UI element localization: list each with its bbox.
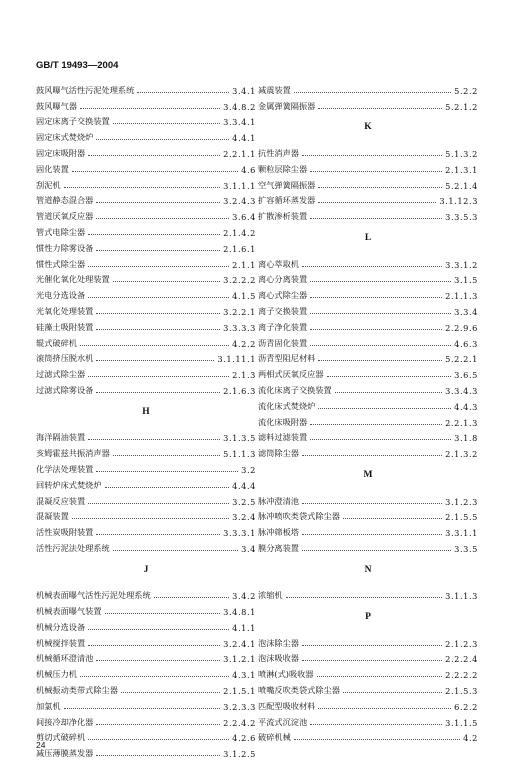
index-entry [258, 491, 478, 507]
dot-leader [327, 376, 452, 377]
index-entry [36, 743, 256, 759]
clause-reference: 3.2.4.1 [223, 638, 256, 649]
index-entry [258, 270, 478, 286]
dot-leader [88, 297, 229, 298]
clause-reference: 3.4.1 [232, 85, 256, 96]
index-term: 浓缩机 [258, 590, 283, 601]
clause-reference: 3.2.2.1 [223, 306, 256, 317]
clause-reference: 3.4 [241, 543, 256, 554]
section-letter: M [363, 469, 373, 480]
dot-leader [96, 724, 220, 725]
clause-reference: 3.3.5.3 [445, 212, 478, 223]
index-entry [258, 696, 478, 712]
clause-reference: 3.3.1.1 [445, 528, 478, 539]
index-entry [258, 712, 478, 728]
clause-reference: 5.2.1.4 [445, 180, 478, 191]
dot-leader [310, 171, 442, 172]
clause-reference: 2.2.2.4 [445, 654, 478, 665]
dot-leader [318, 108, 442, 109]
index-term: 机械搅拌装置 [36, 637, 86, 648]
dot-leader [113, 281, 220, 282]
clause-reference: 4.1.1 [232, 622, 256, 633]
dot-leader [88, 503, 229, 504]
clause-reference: 3.1.3.5 [223, 433, 256, 444]
clause-reference: 2.1.6.3 [223, 385, 256, 396]
index-entry [36, 364, 256, 380]
clause-reference: 3.4.8.2 [223, 101, 256, 112]
clause-reference: 3.2.5 [232, 496, 256, 507]
clause-reference: 2.1.1.3 [445, 291, 478, 302]
dot-leader [113, 550, 238, 551]
index-term: 匹配型吸收材料 [258, 700, 316, 711]
index-entry [36, 507, 256, 523]
dot-leader [343, 518, 442, 519]
index-entry [36, 475, 256, 491]
clause-reference: 5.1.1.3 [223, 449, 256, 460]
dot-leader [96, 250, 220, 251]
clause-reference: 2.1.3.2 [445, 449, 478, 460]
index-term: 硅藻土吸附装置 [36, 321, 94, 332]
index-entry [36, 238, 256, 254]
clause-reference: 4.2.6 [232, 733, 256, 744]
index-entry [36, 712, 256, 728]
index-entry [36, 285, 256, 301]
index-entry [36, 159, 256, 175]
index-entry [258, 317, 478, 333]
index-term: 刮泥机 [36, 179, 61, 190]
clause-reference: 3.1.12.3 [439, 196, 478, 207]
index-term: 两相式厌氧反应器 [258, 369, 324, 380]
dot-leader [88, 739, 229, 740]
index-term: 机械表面曝气装置 [36, 606, 102, 617]
index-entry [36, 254, 256, 270]
dot-leader [302, 550, 451, 551]
index-term: 管道厌氧反应器 [36, 211, 94, 222]
clause-reference: 3.1.2.1 [223, 654, 256, 665]
dot-leader [96, 755, 220, 756]
index-term: 脉冲澄清池 [258, 495, 299, 506]
clause-reference: 3.1.1.5 [445, 717, 478, 728]
clause-reference: 4.1.5 [232, 291, 256, 302]
clause-reference: 3.3.3.1 [223, 528, 256, 539]
clause-reference: 4.2 [463, 733, 478, 744]
clause-reference: 4.6.3 [454, 338, 478, 349]
index-entry [258, 143, 478, 159]
index-term: 金属弹簧隔振器 [258, 100, 316, 111]
dot-leader [113, 123, 220, 124]
dot-leader [96, 471, 238, 472]
index-entry [36, 728, 256, 744]
index-term: 离心分离装置 [258, 274, 308, 285]
dot-leader [318, 360, 442, 361]
index-entry [258, 538, 478, 554]
index-term: 离子交换装置 [258, 305, 308, 316]
dot-leader [318, 708, 451, 709]
index-entry [258, 80, 478, 96]
index-entry [258, 649, 478, 665]
clause-reference: 3.2.4 [232, 512, 256, 523]
clause-reference: 4.6 [241, 164, 256, 175]
clause-reference: 5.1.3.2 [445, 148, 478, 159]
index-entry [258, 428, 478, 444]
dot-leader [310, 724, 442, 725]
dot-leader [318, 408, 451, 409]
dot-leader [310, 424, 442, 425]
dot-leader [317, 676, 443, 677]
index-entry [36, 175, 256, 191]
index-entry [258, 349, 478, 365]
page-number: 24 [36, 740, 46, 750]
dot-leader [310, 297, 442, 298]
standard-number: GB/T 19493—2004 [36, 60, 119, 71]
index-entry [36, 649, 256, 665]
index-term: 过滤式除尘器 [36, 369, 86, 380]
index-entry [36, 127, 256, 143]
dot-leader [294, 92, 451, 93]
clause-reference: 2.2.1.1 [223, 148, 256, 159]
clause-reference: 2.2.2.2 [445, 670, 478, 681]
dot-leader [96, 534, 220, 535]
section-letter: K [364, 122, 372, 133]
index-entry [258, 285, 478, 301]
dot-leader [310, 218, 442, 219]
dot-leader [302, 660, 442, 661]
clause-reference: 3.1.1.3 [445, 591, 478, 602]
dot-leader [64, 187, 221, 188]
index-term: 膜分离装置 [258, 542, 299, 553]
section-letter: J [143, 564, 149, 575]
index-term: 光氧化处理装置 [36, 305, 94, 316]
index-entry [258, 633, 478, 649]
index-entry [36, 522, 256, 538]
index-term: 脉冲喷吹类袋式除尘器 [258, 511, 340, 522]
dot-leader [105, 613, 221, 614]
dot-leader [335, 392, 442, 393]
clause-reference: 3.2.4.3 [223, 196, 256, 207]
dot-leader [88, 439, 220, 440]
index-entry [36, 206, 256, 222]
index-term: 滚筒挤压脱水机 [36, 353, 94, 364]
clause-reference: 2.1.5.5 [445, 512, 478, 523]
dot-leader [302, 503, 442, 504]
index-entry [258, 507, 478, 523]
clause-reference: 2.1.1 [232, 259, 256, 270]
clause-reference: 6.2.2 [454, 701, 478, 712]
clause-reference: 4.3.1 [232, 670, 256, 681]
index-term: 机械分选设备 [36, 621, 86, 632]
index-term: 固定床吸附器 [36, 147, 86, 158]
clause-reference: 3.3.5 [454, 543, 478, 554]
index-term: 平流式沉淀池 [258, 716, 308, 727]
index-term: 鼓风曝气器 [36, 100, 77, 111]
index-term: 加氯机 [36, 700, 61, 711]
clause-reference: 3.4.2 [232, 591, 256, 602]
dot-leader [64, 708, 221, 709]
index-term: 固化装置 [36, 163, 69, 174]
index-entry [258, 206, 478, 222]
dot-leader [72, 518, 229, 519]
index-term: 固定床离子交换装置 [36, 116, 110, 127]
index-term: 光电分选设备 [36, 290, 86, 301]
index-entry [36, 317, 256, 333]
index-entry [258, 380, 478, 396]
dot-leader [302, 455, 442, 456]
index-entry [258, 191, 478, 207]
index-term: 流化床吸附器 [258, 416, 308, 427]
clause-reference: 2.1.3 [232, 370, 256, 381]
index-term: 滤料过滤装置 [258, 432, 308, 443]
index-term: 间接冷却净化器 [36, 716, 94, 727]
dot-leader [88, 266, 229, 267]
index-term: 脉冲筛板塔 [258, 527, 299, 538]
index-term: 扩散渗析装置 [258, 211, 308, 222]
dot-leader [310, 439, 451, 440]
dot-leader [88, 629, 229, 630]
index-entry [258, 96, 478, 112]
clause-reference: 3.6.5 [454, 370, 478, 381]
index-term: 管式电除尘器 [36, 226, 86, 237]
section-letter: P [365, 612, 371, 623]
dot-leader [96, 360, 214, 361]
dot-leader [88, 234, 220, 235]
clause-reference: 3.6.4 [232, 212, 256, 223]
index-term: 光催化氧化处理装置 [36, 274, 110, 285]
clause-reference: 3.3.1.2 [445, 259, 478, 270]
index-entry [258, 175, 478, 191]
index-entry [36, 143, 256, 159]
index-entry [258, 301, 478, 317]
dot-leader [80, 676, 229, 677]
dot-leader [318, 187, 442, 188]
index-term: 机械表面曝气活性污泥处理系统 [36, 590, 151, 601]
index-entry [258, 364, 478, 380]
index-entry [258, 728, 478, 744]
clause-reference: 2.1.5.1 [223, 686, 256, 697]
dot-leader [88, 155, 220, 156]
index-term: 机械循环澄清池 [36, 653, 94, 664]
clause-reference: 2.2.1.3 [445, 417, 478, 428]
clause-reference: 3.2 [241, 464, 256, 475]
dot-leader [96, 202, 220, 203]
index-entry [36, 112, 256, 128]
index-term: 鼓风曝气活性污泥处理系统 [36, 84, 135, 95]
index-entry [36, 459, 256, 475]
index-entry [36, 349, 256, 365]
clause-reference: 3.3.4.1 [223, 117, 256, 128]
index-term: 惯性式除尘器 [36, 258, 86, 269]
dot-leader [113, 455, 220, 456]
index-entry [36, 270, 256, 286]
clause-reference: 4.4.1 [232, 133, 256, 144]
index-entry [258, 443, 478, 459]
dot-leader [80, 345, 229, 346]
clause-reference: 2.1.3.1 [445, 164, 478, 175]
index-entry [36, 80, 256, 96]
index-term: 滤筒除尘器 [258, 448, 299, 459]
index-entry [258, 680, 478, 696]
index-term: 海洋隔油装置 [36, 432, 86, 443]
clause-reference: 3.3.4.3 [445, 385, 478, 396]
dot-leader [88, 376, 229, 377]
index-term: 泡沫除尘器 [258, 637, 299, 648]
clause-reference: 5.2.1.2 [445, 101, 478, 112]
index-term: 颗粒层除尘器 [258, 163, 308, 174]
index-entry [36, 696, 256, 712]
index-entry [36, 222, 256, 238]
index-term: 活性污泥法处理系统 [36, 542, 110, 553]
dot-leader [96, 139, 229, 140]
dot-leader [286, 597, 443, 598]
dot-leader [80, 108, 220, 109]
dot-leader [318, 202, 436, 203]
index-term: 减震装置 [258, 84, 291, 95]
dot-leader [96, 329, 220, 330]
index-term: 机械振动类带式除尘器 [36, 685, 118, 696]
index-term: 管道静态混合器 [36, 195, 94, 206]
clause-reference: 5.2.2.1 [445, 354, 478, 365]
dot-leader [302, 266, 442, 267]
index-term: 泡沫吸收器 [258, 653, 299, 664]
index-entry [36, 333, 256, 349]
index-term: 混凝反应装置 [36, 495, 86, 506]
index-term: 过滤式除雾设备 [36, 384, 94, 395]
index-term: 扩容循环蒸发器 [258, 195, 316, 206]
dot-leader [96, 392, 220, 393]
index-entry [258, 159, 478, 175]
clause-reference: 3.2.2.2 [223, 275, 256, 286]
index-entry [258, 522, 478, 538]
dot-leader [121, 692, 220, 693]
index-term: 机械压力机 [36, 669, 77, 680]
dot-leader [154, 597, 230, 598]
index-term: 回转炉床式焚烧炉 [36, 479, 102, 490]
clause-reference: 2.2.9.6 [445, 322, 478, 333]
index-term: 活性炭吸附装置 [36, 527, 94, 538]
index-term: 化学法处理装置 [36, 463, 94, 474]
index-term: 剪切式破碎机 [36, 732, 86, 743]
clause-reference: 3.3.4 [454, 306, 478, 317]
index-term: 抗性消声器 [258, 147, 299, 158]
dot-leader [302, 645, 442, 646]
clause-reference: 3.1.8 [454, 433, 478, 444]
index-entry [36, 680, 256, 696]
dot-leader [137, 92, 229, 93]
index-entry [258, 254, 478, 270]
index-term: 固定床式焚烧炉 [36, 132, 94, 143]
dot-leader [105, 487, 230, 488]
index-entry [36, 301, 256, 317]
dot-leader [310, 329, 442, 330]
index-entry [36, 428, 256, 444]
index-entry [258, 333, 478, 349]
index-entry [36, 586, 256, 602]
index-term: 喷淋(式)吸收器 [258, 669, 314, 680]
index-entry [36, 617, 256, 633]
index-term: 流化床离子交换装置 [258, 384, 332, 395]
index-term: 亥姆霍兹共振消声器 [36, 448, 110, 459]
index-term: 混凝装置 [36, 511, 69, 522]
clause-reference: 2.1.4.2 [223, 227, 256, 238]
clause-reference: 2.1.6.1 [223, 243, 256, 254]
index-term: 惯性力除雾设备 [36, 242, 94, 253]
section-letter: H [142, 406, 150, 417]
index-column-left [36, 80, 256, 759]
index-entry [36, 380, 256, 396]
index-term: 空气弹簧隔振器 [258, 179, 316, 190]
index-term: 辊式破碎机 [36, 337, 77, 348]
dot-leader [310, 313, 451, 314]
index-entry [36, 191, 256, 207]
dot-leader [343, 692, 442, 693]
index-term: 沥青型阻尼材料 [258, 353, 316, 364]
index-term: 离心萃取机 [258, 258, 299, 269]
clause-reference: 2.1.2.3 [445, 638, 478, 649]
dot-leader [294, 739, 460, 740]
clause-reference: 3.3.3.3 [223, 322, 256, 333]
index-column-right [258, 80, 478, 743]
index-term: 减压薄膜蒸发器 [36, 748, 94, 759]
clause-reference: 3.1.11.1 [217, 354, 256, 365]
index-entry [258, 586, 478, 602]
index-entry [36, 601, 256, 617]
clause-reference: 4.4.4 [232, 480, 256, 491]
dot-leader [96, 218, 229, 219]
index-entry [258, 412, 478, 428]
section-letter: L [364, 232, 372, 243]
dot-leader [310, 345, 451, 346]
index-term: 沥青固化装置 [258, 337, 308, 348]
index-entry [36, 664, 256, 680]
clause-reference: 2.2.4.2 [223, 717, 256, 728]
dot-leader [302, 534, 442, 535]
clause-reference: 3.1.5 [454, 275, 478, 286]
clause-reference: 3.2.3.3 [223, 701, 256, 712]
index-entry [36, 538, 256, 554]
index-term: 离心式除尘器 [258, 290, 308, 301]
index-entry [36, 491, 256, 507]
dot-leader [310, 281, 451, 282]
dot-leader [302, 155, 442, 156]
dot-leader [88, 645, 220, 646]
dot-leader [96, 660, 220, 661]
clause-reference: 3.1.2.5 [223, 749, 256, 760]
index-entry [36, 96, 256, 112]
index-term: 破碎机械 [258, 732, 291, 743]
clause-reference: 3.1.2.3 [445, 496, 478, 507]
section-letter: N [364, 564, 372, 575]
index-entry [36, 633, 256, 649]
clause-reference: 3.1.1.1 [223, 180, 256, 191]
dot-leader [96, 313, 220, 314]
index-entry [258, 664, 478, 680]
index-term: 离子净化装置 [258, 321, 308, 332]
clause-reference: 4.4.3 [454, 401, 478, 412]
index-term: 流化床式焚烧炉 [258, 400, 316, 411]
index-entry [36, 443, 256, 459]
index-entry [258, 396, 478, 412]
dot-leader [72, 171, 238, 172]
clause-reference: 3.4.8.1 [223, 607, 256, 618]
clause-reference: 5.2.2 [454, 85, 478, 96]
clause-reference: 2.1.5.3 [445, 686, 478, 697]
index-term: 喷嘴反吹类袋式除尘器 [258, 685, 340, 696]
clause-reference: 4.2.2 [232, 338, 256, 349]
